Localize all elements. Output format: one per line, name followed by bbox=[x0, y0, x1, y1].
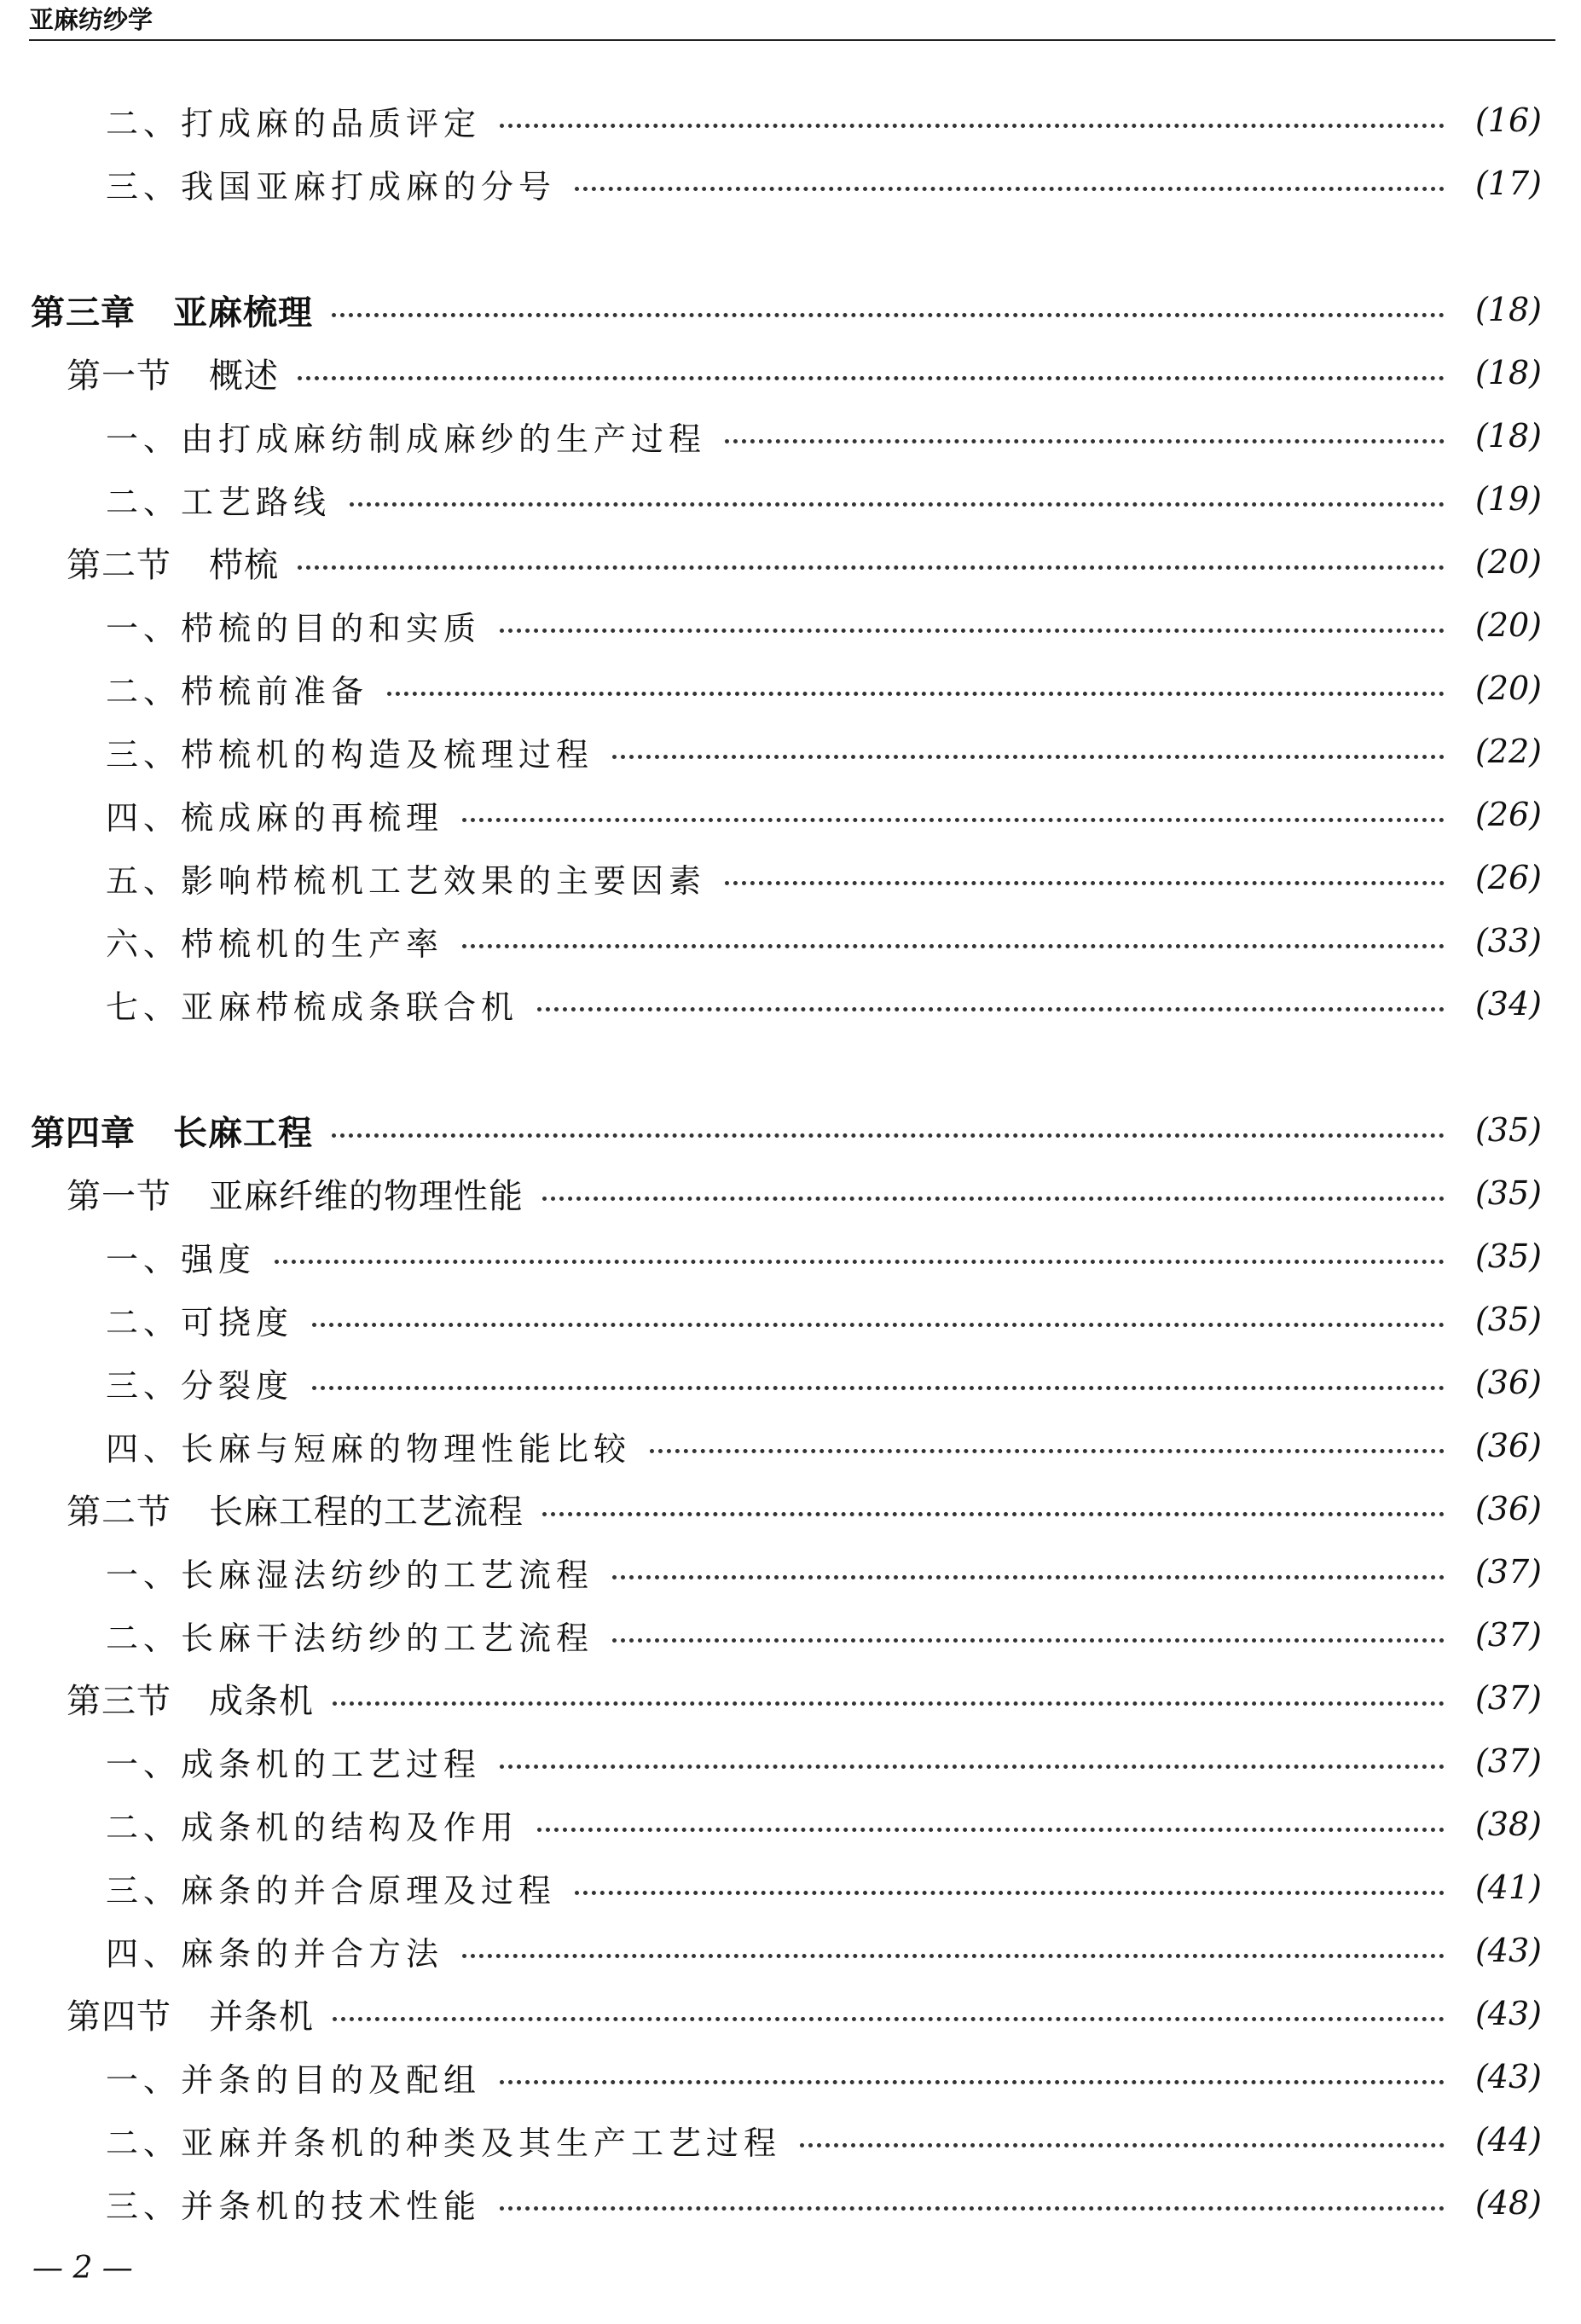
toc-page-number: (35) bbox=[1474, 1174, 1542, 1212]
section-number: 第四节 bbox=[67, 1997, 171, 2037]
toc-entry-label: 四、梳成麻的再梳理 bbox=[106, 798, 444, 837]
dot-leader bbox=[650, 1449, 1445, 1453]
toc-chapter[interactable] bbox=[0, 1098, 1581, 1162]
dot-leader bbox=[333, 1701, 1445, 1706]
toc-page-number: (35) bbox=[1474, 1237, 1542, 1275]
dot-leader bbox=[500, 2206, 1445, 2211]
toc-entry[interactable] bbox=[0, 846, 1581, 909]
dot-leader bbox=[542, 1197, 1445, 1201]
toc-entry-label: 一、强度 bbox=[106, 1240, 257, 1278]
toc-page-number: (36) bbox=[1474, 1427, 1542, 1464]
toc-chapter-label bbox=[0, 286, 313, 334]
dot-leader bbox=[612, 1638, 1445, 1643]
dot-leader bbox=[298, 565, 1445, 570]
toc-entry[interactable] bbox=[0, 1730, 1581, 1793]
dot-leader bbox=[800, 2143, 1445, 2147]
toc-entry[interactable] bbox=[0, 1856, 1581, 1919]
toc-entry-label: 一、长麻湿法纺纱的工艺流程 bbox=[106, 1556, 594, 1594]
toc-section-label bbox=[0, 1674, 314, 1723]
dot-leader bbox=[537, 1828, 1445, 1832]
dot-leader bbox=[332, 1133, 1445, 1138]
toc-section-label bbox=[0, 349, 279, 397]
toc-entry-label: 三、并条机的技术性能 bbox=[106, 2187, 482, 2225]
toc-page-number: (22) bbox=[1474, 733, 1542, 770]
toc-entry-label: 四、长麻与短麻的物理性能比较 bbox=[106, 1429, 632, 1468]
dot-leader bbox=[312, 1386, 1445, 1390]
dot-leader bbox=[612, 1575, 1445, 1579]
toc-entry-label: 二、工艺路线 bbox=[106, 483, 332, 521]
toc-entry-label: 二、长麻干法纺纱的工艺流程 bbox=[106, 1619, 594, 1657]
toc-entry[interactable] bbox=[0, 1351, 1581, 1414]
dot-leader bbox=[500, 629, 1445, 633]
toc-page-number: (34) bbox=[1474, 985, 1542, 1023]
toc-entry[interactable] bbox=[0, 1414, 1581, 1477]
toc-entry[interactable] bbox=[0, 152, 1581, 215]
dot-leader bbox=[542, 1512, 1445, 1516]
toc-entry-label: 三、栉梳机的构造及梳理过程 bbox=[106, 735, 594, 774]
toc-page-number: (26) bbox=[1474, 796, 1542, 833]
toc-page-number: (43) bbox=[1474, 1995, 1542, 2032]
toc-page-number: (44) bbox=[1474, 2121, 1542, 2159]
section-title: 栉梳 bbox=[209, 545, 279, 585]
dot-leader bbox=[387, 692, 1445, 696]
dot-leader bbox=[298, 376, 1445, 380]
toc-entry-label: 三、我国亚麻打成麻的分号 bbox=[106, 167, 557, 206]
section-title: 概述 bbox=[209, 356, 279, 396]
dot-leader bbox=[275, 1260, 1445, 1264]
section-number: 第二节 bbox=[67, 545, 171, 585]
toc-page-number: (35) bbox=[1474, 1111, 1542, 1149]
toc-page-number: (48) bbox=[1474, 2184, 1542, 2222]
toc-entry-label: 二、打成麻的品质评定 bbox=[106, 104, 482, 142]
dot-leader bbox=[500, 1765, 1445, 1769]
toc-entry-label: 一、栉梳的目的和实质 bbox=[106, 609, 482, 647]
dot-leader bbox=[725, 881, 1445, 885]
dot-leader bbox=[500, 2080, 1445, 2084]
toc-page-number: (36) bbox=[1474, 1364, 1542, 1401]
toc-entry[interactable] bbox=[0, 2108, 1581, 2171]
dot-leader bbox=[333, 2017, 1445, 2021]
toc-page-number: (26) bbox=[1474, 859, 1542, 896]
toc-entry[interactable] bbox=[0, 657, 1581, 720]
dot-leader bbox=[462, 1954, 1445, 1958]
toc-entry[interactable] bbox=[0, 1919, 1581, 1982]
toc-entry[interactable] bbox=[0, 594, 1581, 657]
section-title: 亚麻纤维的物理性能 bbox=[209, 1176, 524, 1216]
toc-entry-label: 三、麻条的并合原理及过程 bbox=[106, 1871, 557, 1910]
chapter-number: 第四章 bbox=[31, 1113, 136, 1153]
toc-page-number: (33) bbox=[1474, 922, 1542, 959]
dot-leader bbox=[462, 944, 1445, 948]
toc-section[interactable] bbox=[0, 1477, 1581, 1540]
dot-leader bbox=[612, 755, 1445, 759]
toc-entry[interactable] bbox=[0, 1603, 1581, 1666]
toc-section[interactable] bbox=[0, 1162, 1581, 1225]
toc-entry-label: 二、可挠度 bbox=[106, 1303, 294, 1342]
toc-chapter-label bbox=[0, 1106, 313, 1155]
toc-page-number: (35) bbox=[1474, 1301, 1542, 1338]
toc-entry[interactable] bbox=[0, 720, 1581, 783]
section-title: 并条机 bbox=[209, 1997, 314, 2037]
toc-section[interactable] bbox=[0, 1666, 1581, 1730]
toc-entry-label: 一、并条的目的及配组 bbox=[106, 2060, 482, 2099]
toc-section[interactable] bbox=[0, 1982, 1581, 2045]
toc-page-number: (16) bbox=[1474, 101, 1542, 139]
toc-entry[interactable] bbox=[0, 467, 1581, 530]
toc-section[interactable] bbox=[0, 341, 1581, 404]
dot-leader bbox=[725, 439, 1445, 443]
dot-leader bbox=[575, 187, 1445, 191]
toc-section[interactable] bbox=[0, 530, 1581, 594]
toc-page-number: (18) bbox=[1474, 417, 1542, 455]
toc-entry-label: 二、成条机的结构及作用 bbox=[106, 1808, 519, 1846]
section-title: 长麻工程的工艺流程 bbox=[209, 1492, 524, 1532]
toc-entry[interactable] bbox=[0, 1288, 1581, 1351]
toc-entry[interactable] bbox=[0, 783, 1581, 846]
dot-leader bbox=[500, 124, 1445, 128]
toc-entry-label: 一、成条机的工艺过程 bbox=[106, 1745, 482, 1783]
running-header bbox=[29, 0, 1555, 41]
toc-page-number: (37) bbox=[1474, 1616, 1542, 1654]
toc-page-number: (19) bbox=[1474, 480, 1542, 518]
dot-leader bbox=[350, 502, 1445, 507]
dot-leader bbox=[575, 1891, 1445, 1895]
toc-section-label bbox=[0, 1990, 314, 2038]
toc-section-label bbox=[0, 538, 279, 587]
toc-entry-label: 二、亚麻并条机的种类及其生产工艺过程 bbox=[106, 2124, 782, 2162]
section-title: 成条机 bbox=[209, 1681, 314, 1721]
dot-leader bbox=[462, 818, 1445, 822]
toc-page-number: (41) bbox=[1474, 1869, 1542, 1906]
chapter-number: 第三章 bbox=[31, 293, 136, 333]
chapter-title: 亚麻梳理 bbox=[173, 293, 313, 333]
toc-page-number: (38) bbox=[1474, 1805, 1542, 1843]
toc-page-number: (18) bbox=[1474, 291, 1542, 328]
section-number: 第二节 bbox=[67, 1492, 171, 1532]
dot-leader bbox=[312, 1323, 1445, 1327]
toc-section-label bbox=[0, 1169, 524, 1218]
toc-entry[interactable] bbox=[0, 2045, 1581, 2108]
toc-entry-label: 四、麻条的并合方法 bbox=[106, 1934, 444, 1973]
section-number: 第一节 bbox=[67, 1176, 171, 1216]
toc-section-label bbox=[0, 1485, 524, 1533]
toc-entry[interactable] bbox=[0, 89, 1581, 152]
toc-entry[interactable] bbox=[0, 2171, 1581, 2234]
toc-page-number: (37) bbox=[1474, 1679, 1542, 1717]
page-number: — 2 — bbox=[32, 2251, 133, 2286]
toc-page-number: (36) bbox=[1474, 1490, 1542, 1527]
toc-entry-label: 六、栉梳机的生产率 bbox=[106, 924, 444, 963]
toc-page-number: (17) bbox=[1474, 165, 1542, 202]
section-number: 第一节 bbox=[67, 356, 171, 396]
toc-page-number: (20) bbox=[1474, 543, 1542, 581]
toc-page-number: (20) bbox=[1474, 606, 1542, 644]
toc-page-number: (43) bbox=[1474, 1932, 1542, 1969]
book-title: 亚麻纺纱学 bbox=[29, 5, 153, 34]
toc-page-number: (37) bbox=[1474, 1742, 1542, 1780]
toc-entry-label: 七、亚麻栉梳成条联合机 bbox=[106, 988, 519, 1026]
toc-entry-label: 三、分裂度 bbox=[106, 1366, 294, 1405]
toc-entry[interactable] bbox=[0, 972, 1581, 1035]
toc-entry[interactable] bbox=[0, 1793, 1581, 1856]
toc-entry[interactable] bbox=[0, 1225, 1581, 1288]
toc-page-number: (20) bbox=[1474, 669, 1542, 707]
toc-page-number: (37) bbox=[1474, 1553, 1542, 1591]
chapter-title: 长麻工程 bbox=[173, 1113, 313, 1153]
toc-entry-label: 五、影响栉梳机工艺效果的主要因素 bbox=[106, 861, 707, 900]
toc-entry[interactable] bbox=[0, 1540, 1581, 1603]
toc-page-number: (18) bbox=[1474, 354, 1542, 391]
toc-entry-label: 二、栉梳前准备 bbox=[106, 672, 369, 710]
toc-entry[interactable] bbox=[0, 404, 1581, 467]
dot-leader bbox=[332, 313, 1445, 317]
section-number: 第三节 bbox=[67, 1681, 171, 1721]
toc-entry[interactable] bbox=[0, 909, 1581, 972]
dot-leader bbox=[537, 1007, 1445, 1011]
toc-page-number: (43) bbox=[1474, 2058, 1542, 2095]
toc-entry-label: 一、由打成麻纺制成麻纱的生产过程 bbox=[106, 420, 707, 458]
toc-chapter[interactable] bbox=[0, 278, 1581, 341]
